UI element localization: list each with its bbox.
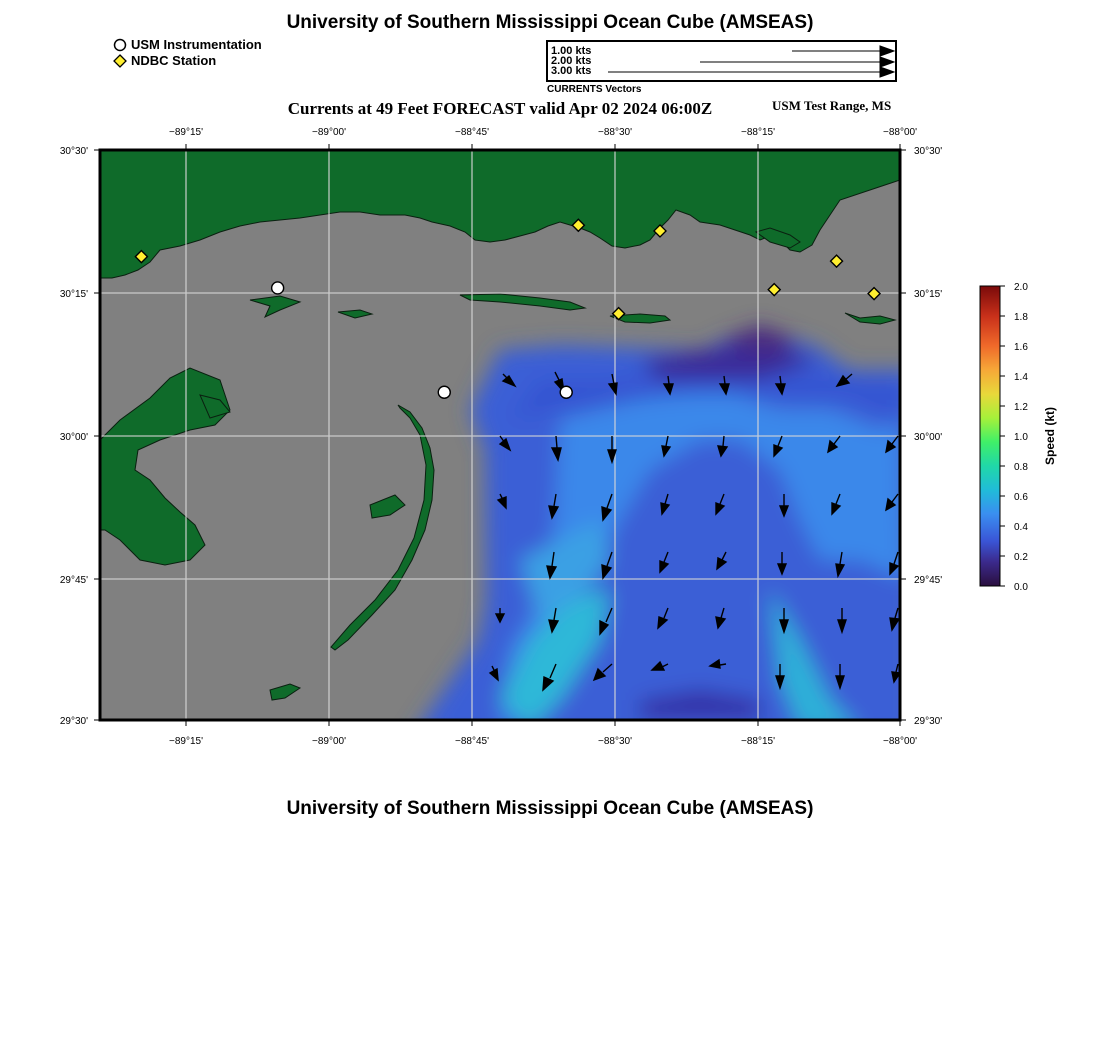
- lat-labels-right: [914, 146, 942, 727]
- colorbar-gradient: [980, 286, 1000, 586]
- speed-colorbar: [970, 280, 1070, 600]
- lat-label: 29°45': [59, 575, 88, 586]
- colorbar-tick-label: 0.4: [1014, 522, 1028, 533]
- lon-label: −88°15': [741, 127, 775, 138]
- lon-label: −88°45': [455, 736, 489, 747]
- colorbar-tick-label: 1.2: [1014, 402, 1028, 413]
- colorbar-tick-label: 1.8: [1014, 312, 1028, 323]
- map-subtitle: Currents at 49 Feet FORECAST valid Apr 02 2024 06:00Z: [287, 99, 713, 118]
- colorbar-tick-label: 2.0: [1014, 282, 1028, 293]
- lat-label: 30°00': [59, 432, 88, 443]
- legend-usm-label: USM Instrumentation: [131, 37, 262, 52]
- lon-label: −88°30': [598, 736, 632, 747]
- lon-labels-top: [169, 127, 917, 138]
- lon-label: −88°00': [883, 127, 917, 138]
- lon-label: −89°15': [169, 127, 203, 138]
- lon-label: −88°30': [598, 127, 632, 138]
- colorbar-tick-label: 1.6: [1014, 342, 1028, 353]
- lat-label: 29°45': [914, 575, 943, 586]
- map-area: [100, 150, 915, 740]
- map-title: University of Southern Mississippi Ocean Cube (AMSEAS): [286, 12, 814, 33]
- usm-instrument-marker: [438, 386, 450, 398]
- footer-title: University of Southern Mississippi Ocean Cube (AMSEAS): [286, 798, 814, 819]
- lat-label: 30°15': [914, 289, 943, 300]
- lat-label: 30°15': [59, 289, 88, 300]
- lon-label: −89°15': [169, 736, 203, 747]
- legend-ndbc-label: NDBC Station: [131, 53, 217, 68]
- lat-label: 30°00': [914, 432, 943, 443]
- colorbar-tick-label: 1.4: [1014, 372, 1028, 383]
- colorbar-tick-label: 0.8: [1014, 462, 1028, 473]
- colorbar-label: Speed (kt): [1043, 406, 1057, 466]
- vector-scale-label-3: 3.00 kts: [551, 65, 592, 77]
- usm-instrument-marker: [560, 386, 572, 398]
- lon-label: −88°00': [883, 736, 917, 747]
- lon-label: −89°00': [312, 127, 346, 138]
- usm-instrument-marker: [272, 282, 284, 294]
- lon-label: −89°00': [312, 736, 346, 747]
- region-label: USM Test Range, MS: [772, 98, 892, 113]
- lat-label: 30°30': [59, 146, 88, 157]
- colorbar-tick-label: 1.0: [1014, 432, 1028, 443]
- lon-label: −88°45': [455, 127, 489, 138]
- lon-label: −88°15': [741, 736, 775, 747]
- colorbar-ticks: [1000, 286, 1005, 586]
- lat-label: 29°30': [59, 716, 88, 727]
- colorbar-tick-label: 0.0: [1014, 582, 1028, 593]
- lat-label: 30°30': [914, 146, 943, 157]
- vector-scale-caption: CURRENTS Vectors: [547, 84, 642, 95]
- colorbar-tick-labels: [1014, 282, 1028, 593]
- colorbar-tick-label: 0.2: [1014, 552, 1028, 563]
- lat-labels-left: [60, 146, 88, 727]
- lon-labels-bottom: [169, 736, 917, 747]
- colorbar-tick-label: 0.6: [1014, 492, 1028, 503]
- vector-scale-label-2: 2.00 kts: [551, 55, 592, 67]
- lat-label: 29°30': [914, 716, 943, 727]
- vector-scale-label-1: 1.00 kts: [551, 45, 592, 57]
